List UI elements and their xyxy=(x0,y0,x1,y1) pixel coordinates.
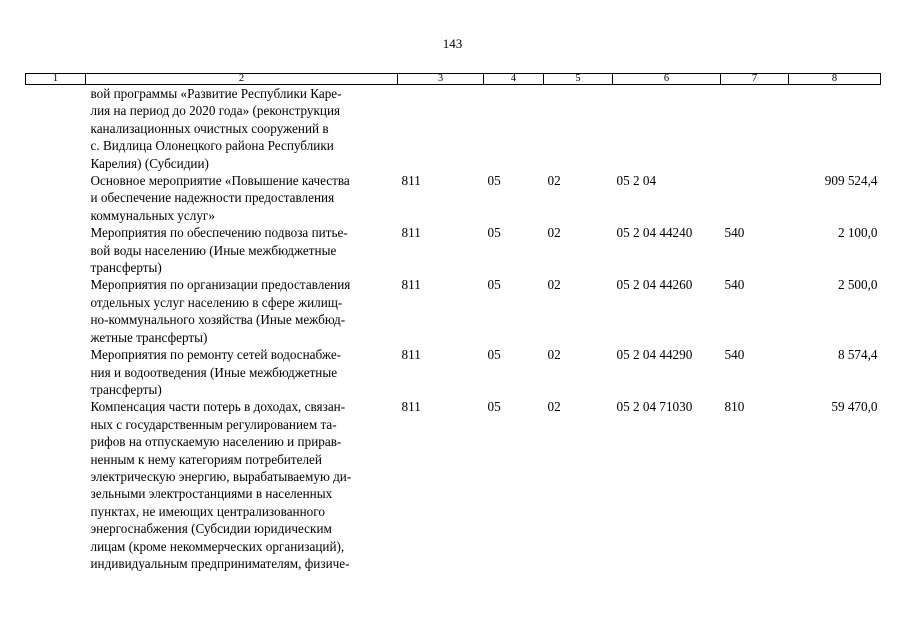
item-name-line: коммунальных услуг» xyxy=(90,207,215,223)
ministry-code-cell: 811 xyxy=(401,347,421,363)
target-code-cell: 05 2 04 44290 xyxy=(616,347,693,363)
row-number-cell xyxy=(26,85,86,173)
item-name-line: пунктах, не имеющих централизованного xyxy=(90,503,325,519)
subsection-code-cell xyxy=(544,85,613,173)
row-number-cell xyxy=(26,224,86,276)
item-name-line: Компенсация части потерь в доходах, связан- xyxy=(90,399,346,415)
target-code-cell: 05 2 04 71030 xyxy=(616,399,693,415)
item-name-line: индивидуальным предпринимателям, физиче- xyxy=(90,555,350,571)
item-name-line: и обеспечение надежности предоставления xyxy=(90,190,335,206)
header-row xyxy=(26,74,881,85)
table-row xyxy=(26,224,881,276)
ministry-code-cell: 811 xyxy=(401,277,421,293)
item-name-line: энергоснабжения (Субсидии юридическим xyxy=(90,521,332,537)
section-code-cell xyxy=(484,85,544,173)
header-col-3: 3 xyxy=(398,74,484,85)
item-name-line: канализационных очистных сооружений в xyxy=(90,120,329,136)
subsection-code-cell: 02 xyxy=(547,225,561,241)
target-code-cell xyxy=(613,85,721,173)
ministry-code-cell: 811 xyxy=(401,399,421,415)
item-name-cell xyxy=(86,85,398,173)
item-name-line: электрическую энергию, вырабатываемую ди- xyxy=(90,468,352,484)
item-name-line: трансферты) xyxy=(90,260,162,276)
item-name-line: отдельных услуг населению в сфере жилищ- xyxy=(90,294,343,310)
table-row xyxy=(26,276,881,346)
header-col-7: 7 xyxy=(721,74,789,85)
item-name-cell xyxy=(86,172,398,224)
item-name-line: ния и водоотведения (Иные межбюджетные xyxy=(90,364,338,380)
header-col-5: 5 xyxy=(544,74,613,85)
item-name-line: с. Видлица Олонецкого района Республики xyxy=(90,138,334,154)
section-code-cell: 05 xyxy=(487,225,501,241)
target-code-cell: 05 2 04 44260 xyxy=(616,277,693,293)
item-name-line: трансферты) xyxy=(90,381,162,397)
section-code-cell: 05 xyxy=(487,277,501,293)
header-col-4: 4 xyxy=(484,74,544,85)
item-name-cell xyxy=(86,224,398,276)
amount-cell xyxy=(789,85,881,173)
row-number-cell xyxy=(26,276,86,346)
item-name-line: Мероприятия по обеспечению подвоза питье- xyxy=(90,225,348,241)
item-name-line: Мероприятия по организации предоставления xyxy=(90,277,351,293)
table-row xyxy=(26,85,881,173)
item-name-line: рифов на отпускаемую населению и прирав- xyxy=(90,434,342,450)
expense-type-cell: 810 xyxy=(724,399,745,415)
item-name-line: ных с государственным регулированием та- xyxy=(90,416,337,432)
header-col-8: 8 xyxy=(789,74,881,85)
row-number-cell xyxy=(26,172,86,224)
subsection-code-cell: 02 xyxy=(547,347,561,363)
ministry-code-cell xyxy=(398,85,484,173)
item-name-line: Основное мероприятие «Повышение качества xyxy=(90,173,350,189)
expense-type-cell xyxy=(721,85,789,173)
header-col-6: 6 xyxy=(613,74,721,85)
table-row xyxy=(26,346,881,398)
expense-type-cell: 540 xyxy=(724,225,745,241)
subsection-code-cell: 02 xyxy=(547,277,561,293)
subsection-code-cell: 02 xyxy=(547,173,561,189)
item-name-line: но-коммунального хозяйства (Иные межбюд- xyxy=(90,312,346,328)
item-name-line: лицам (кроме некоммерческих организаций), xyxy=(90,538,345,554)
expense-type-cell: 540 xyxy=(724,277,745,293)
header-col-2: 2 xyxy=(86,74,398,85)
ministry-code-cell: 811 xyxy=(401,225,421,241)
item-name-line: зельными электростанциями в населенных xyxy=(90,486,333,502)
item-name-line: ненным к нему категориям потребителей xyxy=(90,451,322,467)
item-name-cell xyxy=(86,346,398,398)
amount-cell: 2 500,0 xyxy=(837,277,878,293)
item-name-line: вой программы «Развитие Республики Каре- xyxy=(90,86,342,101)
section-code-cell: 05 xyxy=(487,399,501,415)
row-number-cell xyxy=(26,346,86,398)
row-number-cell xyxy=(26,398,86,572)
budget-table xyxy=(25,73,881,572)
section-code-cell: 05 xyxy=(487,347,501,363)
item-name-cell xyxy=(86,398,398,572)
item-name-cell xyxy=(86,276,398,346)
amount-cell: 8 574,4 xyxy=(837,347,878,363)
page-number: 143 xyxy=(442,36,463,51)
table-row xyxy=(26,398,881,572)
subsection-code-cell: 02 xyxy=(547,399,561,415)
expense-type-cell xyxy=(721,172,789,224)
amount-cell: 909 524,4 xyxy=(824,173,878,189)
amount-cell: 2 100,0 xyxy=(837,225,878,241)
table-body xyxy=(26,85,881,573)
expense-type-cell: 540 xyxy=(724,347,745,363)
table-header xyxy=(26,74,881,85)
target-code-cell: 05 2 04 xyxy=(616,173,657,189)
item-name-line: лия на период до 2020 года» (реконструкция xyxy=(90,103,341,119)
target-code-cell: 05 2 04 44240 xyxy=(616,225,693,241)
ministry-code-cell: 811 xyxy=(401,173,421,189)
item-name-line: вой воды населению (Иные межбюджетные xyxy=(90,242,337,258)
section-code-cell: 05 xyxy=(487,173,501,189)
header-col-1: 1 xyxy=(26,74,86,85)
table-row xyxy=(26,172,881,224)
item-name-line: Мероприятия по ремонту сетей водоснабже- xyxy=(90,347,342,363)
amount-cell: 59 470,0 xyxy=(831,399,878,415)
item-name-line: жетные трансферты) xyxy=(90,329,208,345)
item-name-line: Карелия) (Субсидии) xyxy=(90,155,209,171)
